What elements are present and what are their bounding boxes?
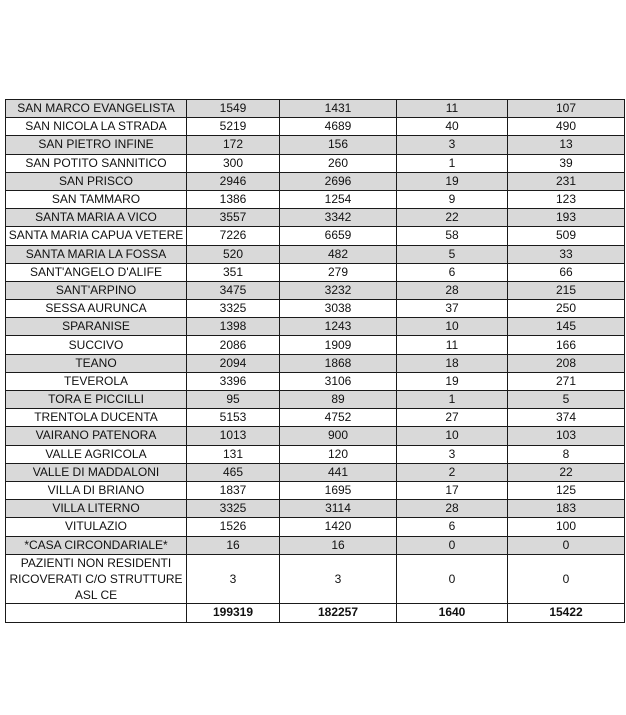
value-cell-col1: 2094 [187,354,280,372]
value-cell-col1: 2086 [187,336,280,354]
value-cell-col3: 11 [397,100,508,118]
value-cell-col1: 1549 [187,100,280,118]
value-cell-col1: 16 [187,536,280,554]
value-cell-col4: 193 [508,209,625,227]
municipality-name-cell: SAN POTITO SANNITICO [6,154,187,172]
value-cell-col4: 166 [508,336,625,354]
totals-row [6,603,625,622]
value-cell-col3: 10 [397,427,508,445]
table-body [6,100,625,623]
value-cell-col3: 1 [397,154,508,172]
value-cell-col4: 250 [508,300,625,318]
municipality-name-cell: *CASA CIRCONDARIALE* [6,536,187,554]
value-cell-col1: 172 [187,136,280,154]
value-cell-col4: 0 [508,554,625,603]
municipality-data-table [5,99,625,623]
value-cell-col1: 300 [187,154,280,172]
municipality-name-cell: SANT'ARPINO [6,281,187,299]
value-cell-col2: 16 [280,536,397,554]
value-cell-col3: 2 [397,463,508,481]
value-cell-col3: 1 [397,391,508,409]
totals-label-cell [6,603,187,622]
value-cell-col4: 490 [508,118,625,136]
municipality-name-cell: VAIRANO PATENORA [6,427,187,445]
value-cell-col4: 183 [508,500,625,518]
table-row [6,118,625,136]
municipality-name-cell: VILLA DI BRIANO [6,481,187,499]
municipality-name-cell: SUCCIVO [6,336,187,354]
value-cell-col2: 6659 [280,227,397,245]
value-cell-col1: 5219 [187,118,280,136]
value-cell-col4: 125 [508,481,625,499]
value-cell-col1: 3475 [187,281,280,299]
value-cell-col3: 0 [397,554,508,603]
value-cell-col1: 131 [187,445,280,463]
value-cell-col4: 33 [508,245,625,263]
value-cell-col1: 1526 [187,518,280,536]
value-cell-col3: 10 [397,318,508,336]
value-cell-col1: 3 [187,554,280,603]
value-cell-col3: 19 [397,172,508,190]
table-row [6,481,625,499]
value-cell-col3: 0 [397,536,508,554]
municipality-name-cell: SAN MARCO EVANGELISTA [6,100,187,118]
value-cell-col2: 89 [280,391,397,409]
value-cell-col3: 9 [397,190,508,208]
municipality-name-cell: SAN TAMMARO [6,190,187,208]
value-cell-col4: 208 [508,354,625,372]
value-cell-col3: 28 [397,500,508,518]
value-cell-col2: 1909 [280,336,397,354]
total-value-cell-col3: 1640 [397,603,508,622]
value-cell-col4: 66 [508,263,625,281]
table-row [6,281,625,299]
value-cell-col2: 900 [280,427,397,445]
table-row [6,263,625,281]
municipality-name-cell: SANTA MARIA LA FOSSA [6,245,187,263]
total-value-cell-col2: 182257 [280,603,397,622]
municipality-name-cell: SAN PIETRO INFINE [6,136,187,154]
table-row [6,172,625,190]
value-cell-col1: 95 [187,391,280,409]
value-cell-col2: 1431 [280,100,397,118]
value-cell-col4: 231 [508,172,625,190]
value-cell-col4: 8 [508,445,625,463]
table-row [6,500,625,518]
value-cell-col2: 1420 [280,518,397,536]
value-cell-col4: 145 [508,318,625,336]
value-cell-col2: 260 [280,154,397,172]
value-cell-col4: 509 [508,227,625,245]
value-cell-col3: 3 [397,136,508,154]
value-cell-col1: 7226 [187,227,280,245]
value-cell-col3: 11 [397,336,508,354]
value-cell-col2: 2696 [280,172,397,190]
value-cell-col3: 27 [397,409,508,427]
table-row [6,318,625,336]
value-cell-col4: 13 [508,136,625,154]
value-cell-col3: 6 [397,518,508,536]
value-cell-col4: 39 [508,154,625,172]
value-cell-col1: 465 [187,463,280,481]
value-cell-col2: 1254 [280,190,397,208]
value-cell-col2: 3106 [280,372,397,390]
municipality-name-cell: SAN PRISCO [6,172,187,190]
municipality-name-cell: SAN NICOLA LA STRADA [6,118,187,136]
value-cell-col2: 3114 [280,500,397,518]
value-cell-col1: 1386 [187,190,280,208]
total-value-cell-col4: 15422 [508,603,625,622]
municipality-name-cell: VALLE AGRICOLA [6,445,187,463]
table-row [6,154,625,172]
value-cell-col1: 3396 [187,372,280,390]
value-cell-col1: 2946 [187,172,280,190]
value-cell-col1: 3557 [187,209,280,227]
total-value-cell-col1: 199319 [187,603,280,622]
table-row [6,536,625,554]
value-cell-col2: 482 [280,245,397,263]
table-row [6,372,625,390]
value-cell-col2: 1243 [280,318,397,336]
value-cell-col3: 18 [397,354,508,372]
municipality-name-cell: SPARANISE [6,318,187,336]
table-row [6,427,625,445]
value-cell-col3: 37 [397,300,508,318]
value-cell-col4: 374 [508,409,625,427]
municipality-name-cell: SANT'ANGELO D'ALIFE [6,263,187,281]
table-row [6,300,625,318]
municipality-name-cell: TEANO [6,354,187,372]
value-cell-col4: 271 [508,372,625,390]
value-cell-col2: 279 [280,263,397,281]
municipality-name-cell: TEVEROLA [6,372,187,390]
value-cell-col2: 4752 [280,409,397,427]
value-cell-col4: 107 [508,100,625,118]
value-cell-col2: 1868 [280,354,397,372]
municipality-name-cell: SESSA AURUNCA [6,300,187,318]
value-cell-col2: 4689 [280,118,397,136]
value-cell-col1: 520 [187,245,280,263]
table-row [6,100,625,118]
table-row [6,336,625,354]
value-cell-col2: 3038 [280,300,397,318]
table-row [6,245,625,263]
value-cell-col4: 5 [508,391,625,409]
value-cell-col2: 156 [280,136,397,154]
table-row [6,445,625,463]
municipality-name-cell: VITULAZIO [6,518,187,536]
value-cell-col3: 17 [397,481,508,499]
table-row [6,227,625,245]
value-cell-col1: 1013 [187,427,280,445]
value-cell-col2: 120 [280,445,397,463]
value-cell-col4: 100 [508,518,625,536]
municipality-name-cell: TORA E PICCILLI [6,391,187,409]
municipality-name-cell: VALLE DI MADDALONI [6,463,187,481]
municipality-name-cell: VILLA LITERNO [6,500,187,518]
value-cell-col4: 123 [508,190,625,208]
municipality-name-cell: SANTA MARIA A VICO [6,209,187,227]
value-cell-col2: 3232 [280,281,397,299]
table-row [6,409,625,427]
value-cell-col3: 3 [397,445,508,463]
table-row [6,354,625,372]
value-cell-col1: 1837 [187,481,280,499]
value-cell-col2: 1695 [280,481,397,499]
value-cell-col4: 215 [508,281,625,299]
value-cell-col2: 3 [280,554,397,603]
value-cell-col3: 22 [397,209,508,227]
municipality-name-cell: PAZIENTI NON RESIDENTI RICOVERATI C/O STRUTTURE ASL CE [6,554,187,603]
value-cell-col3: 58 [397,227,508,245]
value-cell-col1: 3325 [187,300,280,318]
value-cell-col1: 351 [187,263,280,281]
value-cell-col3: 28 [397,281,508,299]
value-cell-col3: 6 [397,263,508,281]
value-cell-col2: 441 [280,463,397,481]
table-row [6,190,625,208]
value-cell-col4: 0 [508,536,625,554]
value-cell-col4: 103 [508,427,625,445]
municipality-name-cell: SANTA MARIA CAPUA VETERE [6,227,187,245]
value-cell-col1: 3325 [187,500,280,518]
table-row [6,391,625,409]
value-cell-col3: 19 [397,372,508,390]
value-cell-col2: 3342 [280,209,397,227]
municipality-name-cell: TRENTOLA DUCENTA [6,409,187,427]
table-row [6,209,625,227]
value-cell-col3: 40 [397,118,508,136]
value-cell-col4: 22 [508,463,625,481]
table-row [6,463,625,481]
table-row [6,136,625,154]
table-row [6,518,625,536]
value-cell-col3: 5 [397,245,508,263]
value-cell-col1: 5153 [187,409,280,427]
value-cell-col1: 1398 [187,318,280,336]
table-row [6,554,625,603]
